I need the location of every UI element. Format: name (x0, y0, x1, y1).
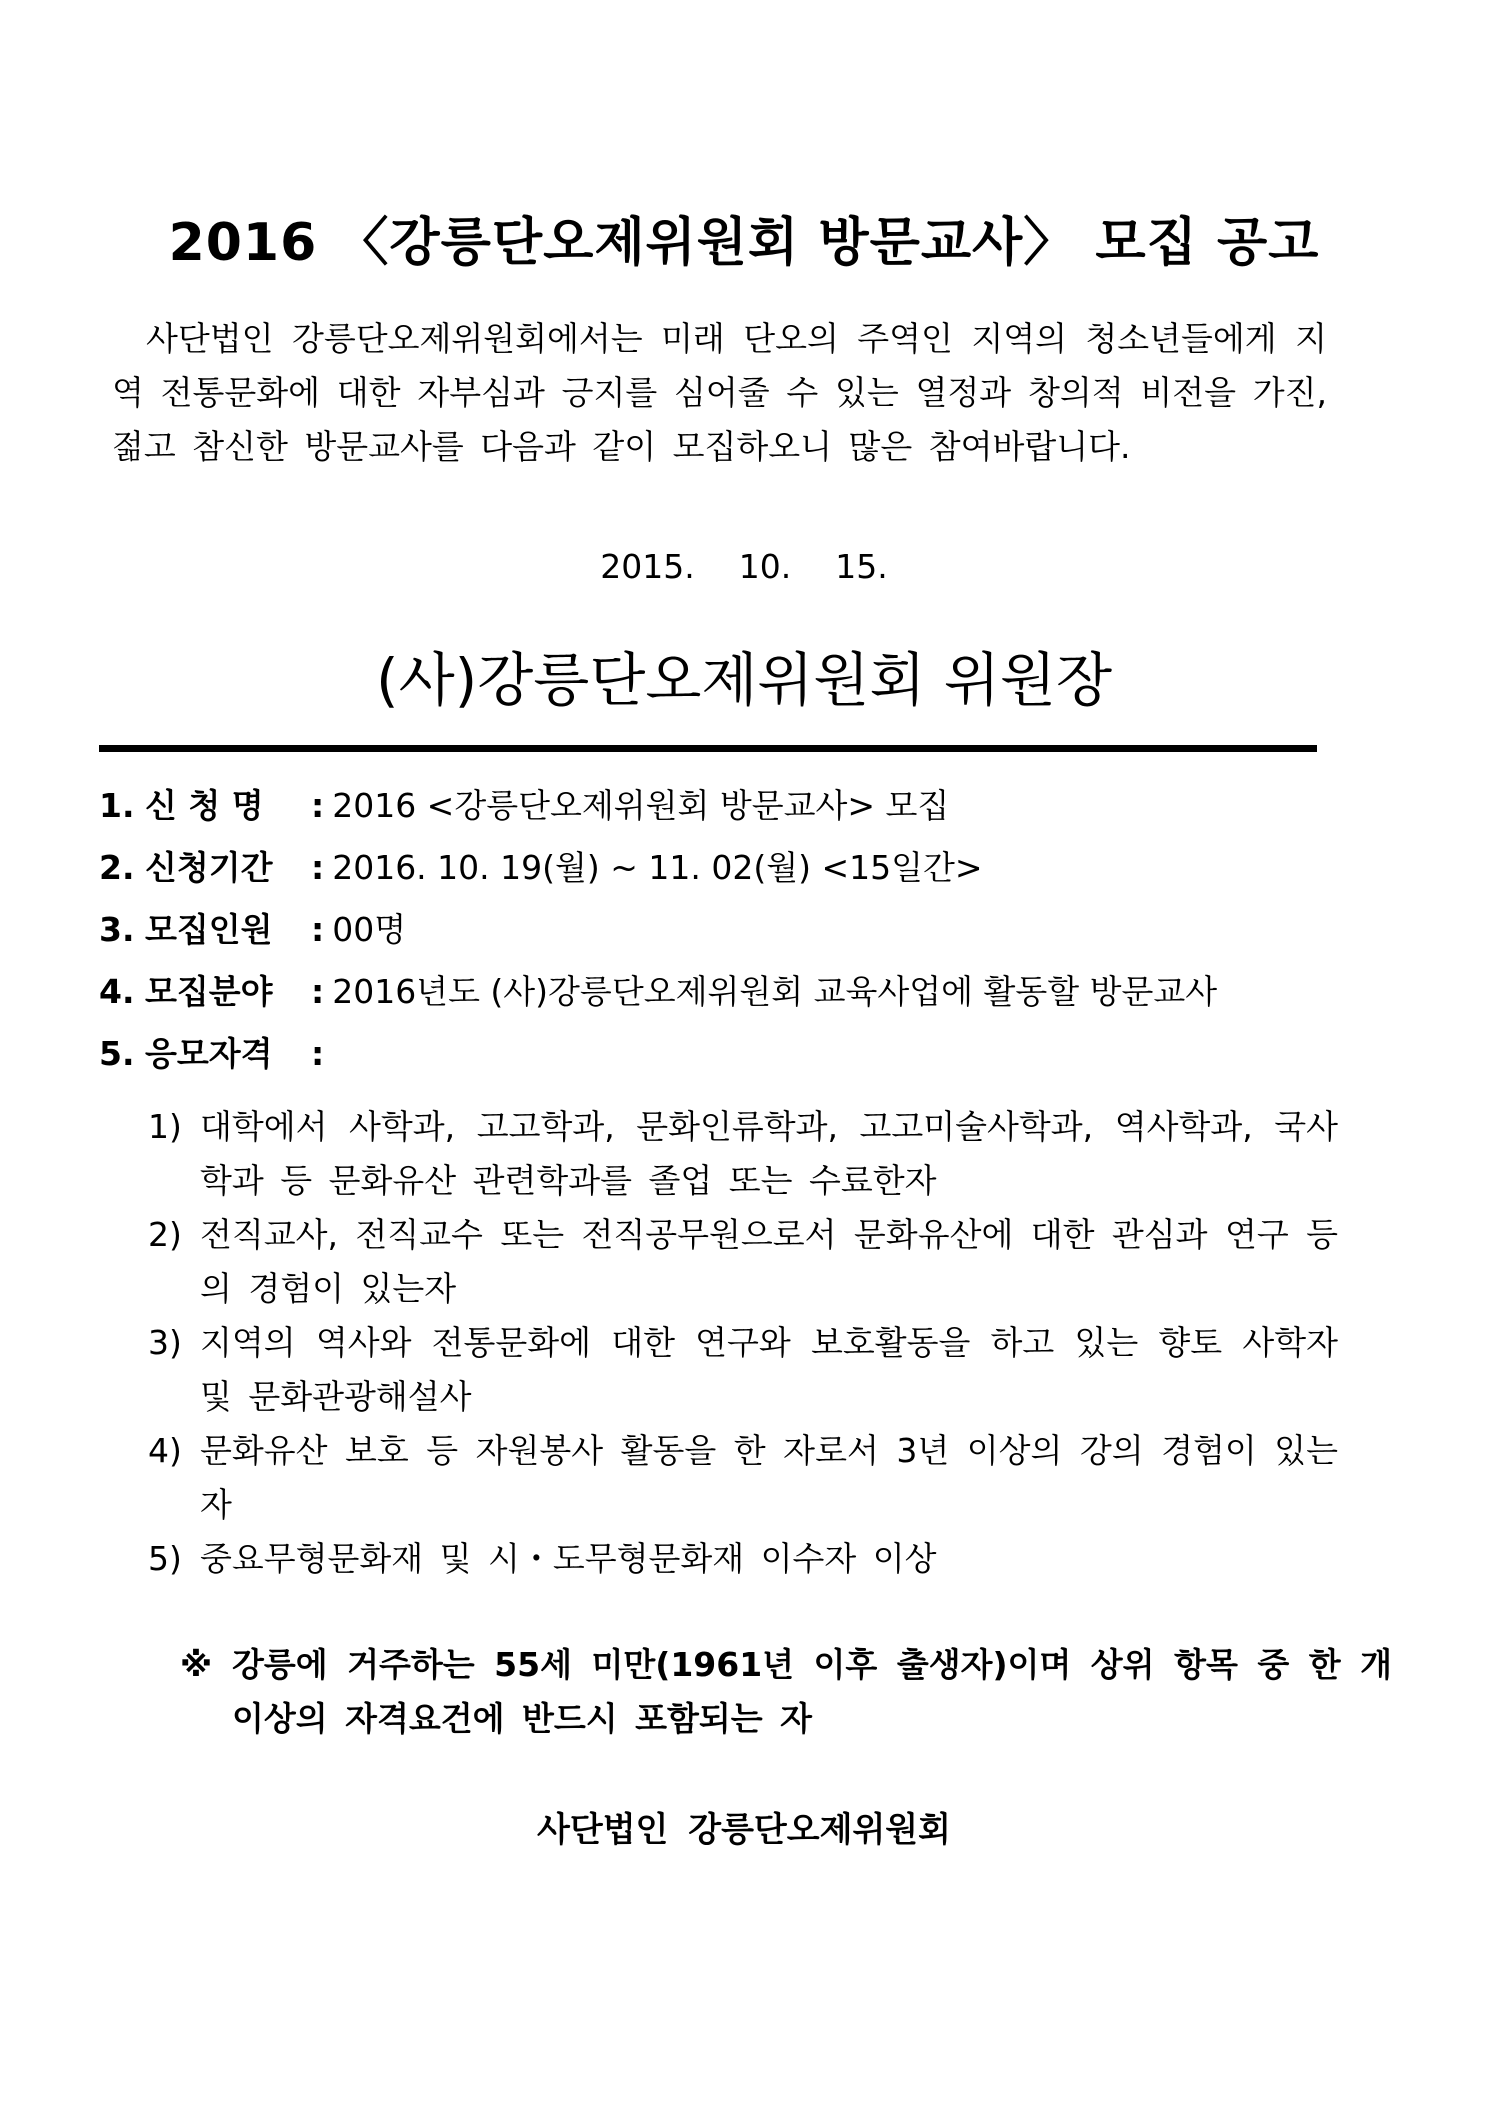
item-colon: : (311, 1034, 325, 1073)
qualification-number: 1) (148, 1107, 182, 1146)
organization-name: 사단법인 강릉단오제위원회 (537, 1810, 951, 1850)
qualification-number: 3) (148, 1323, 182, 1362)
item-label: 모집분야 (145, 972, 273, 1011)
item-number: 4. (99, 972, 135, 1011)
horizontal-divider (99, 745, 1317, 752)
note-text: 강릉에 거주하는 55세 미만(1961년 이후 출생자)이며 상위 항목 중 한 개 이상의 자격요건에 반드시 포함되는 자 (232, 1645, 1392, 1738)
date-month: 10. (738, 547, 792, 586)
item-number: 2. (99, 848, 135, 887)
item-value: 2016년도 (사)강릉단오제위원회 교육사업에 활동할 방문교사 (332, 972, 1218, 1011)
item-number: 1. (99, 786, 135, 825)
page-title: 2016 〈강릉단오제위원회 방문교사〉 모집 공고 (168, 213, 1320, 273)
item-number: 3. (99, 910, 135, 949)
item-label: 신청기간 (145, 848, 273, 887)
item-label: 응모자격 (145, 1034, 273, 1073)
qualification-number: 5) (148, 1539, 182, 1578)
item-value: 2016. 10. 19(월) ~ 11. 02(월) <15일간> (332, 848, 983, 887)
date-year: 2015. (600, 547, 695, 586)
qualification-list (148, 1100, 1338, 1586)
item-qualifications (99, 1023, 1339, 1085)
item-application-name (99, 775, 1339, 837)
qualification-item (148, 1532, 1338, 1586)
item-colon: : (311, 972, 325, 1011)
announcement-items (99, 775, 1339, 1085)
qualification-text: 전직교사, 전직교수 또는 전직공무원으로서 문화유산에 대한 관심과 연구 등의 경험이 있는자 (200, 1215, 1338, 1308)
qualification-text: 문화유산 보호 등 자원봉사 활동을 한 자로서 3년 이상의 강의 경험이 있는 자 (200, 1431, 1338, 1524)
item-number: 5. (99, 1034, 135, 1073)
item-recruit-count (99, 899, 1339, 961)
qualification-number: 4) (148, 1431, 182, 1470)
item-colon: : (311, 786, 325, 825)
qualification-item (148, 1100, 1338, 1208)
date-day: 15. (835, 547, 888, 586)
item-recruit-field (99, 961, 1339, 1023)
reference-mark-icon: ※ (180, 1645, 213, 1684)
qualification-item (148, 1208, 1338, 1316)
qualification-text: 지역의 역사와 전통문화에 대한 연구와 보호활동을 하고 있는 향토 사학자 및 문화관광해설사 (200, 1323, 1338, 1416)
qualification-number: 2) (148, 1215, 182, 1254)
item-value: 00명 (332, 910, 407, 949)
intro-paragraph: 사단법인 강릉단오제위원회에서는 미래 단오의 주역인 지역의 청소년들에게 지역 전통문화에 대한 자부심과 긍지를 심어줄 수 있는 열정과 창의적 비전을 가진, 젊고 참신한 방문교사를 다음과 같이 모집하오니 많은 참여바랍니다. (112, 319, 1327, 466)
signer-title: (사)강릉단오제위원회 위원장 (375, 646, 1113, 714)
eligibility-note (180, 1638, 1392, 1746)
item-label: 신 청 명 (145, 786, 264, 825)
item-value: 2016 <강릉단오제위원회 방문교사> 모집 (332, 786, 950, 825)
item-colon: : (311, 910, 325, 949)
item-label: 모집인원 (145, 910, 273, 949)
announcement-date (0, 545, 1488, 589)
qualification-item (148, 1424, 1338, 1532)
qualification-text: 중요무형문화재 및 시・도무형문화재 이수자 이상 (200, 1539, 937, 1578)
qualification-item (148, 1316, 1338, 1424)
item-application-period (99, 837, 1339, 899)
item-colon: : (311, 848, 325, 887)
qualification-text: 대학에서 사학과, 고고학과, 문화인류학과, 고고미술사학과, 역사학과, 국사학과 등 문화유산 관련학과를 졸업 또는 수료한자 (200, 1107, 1338, 1200)
